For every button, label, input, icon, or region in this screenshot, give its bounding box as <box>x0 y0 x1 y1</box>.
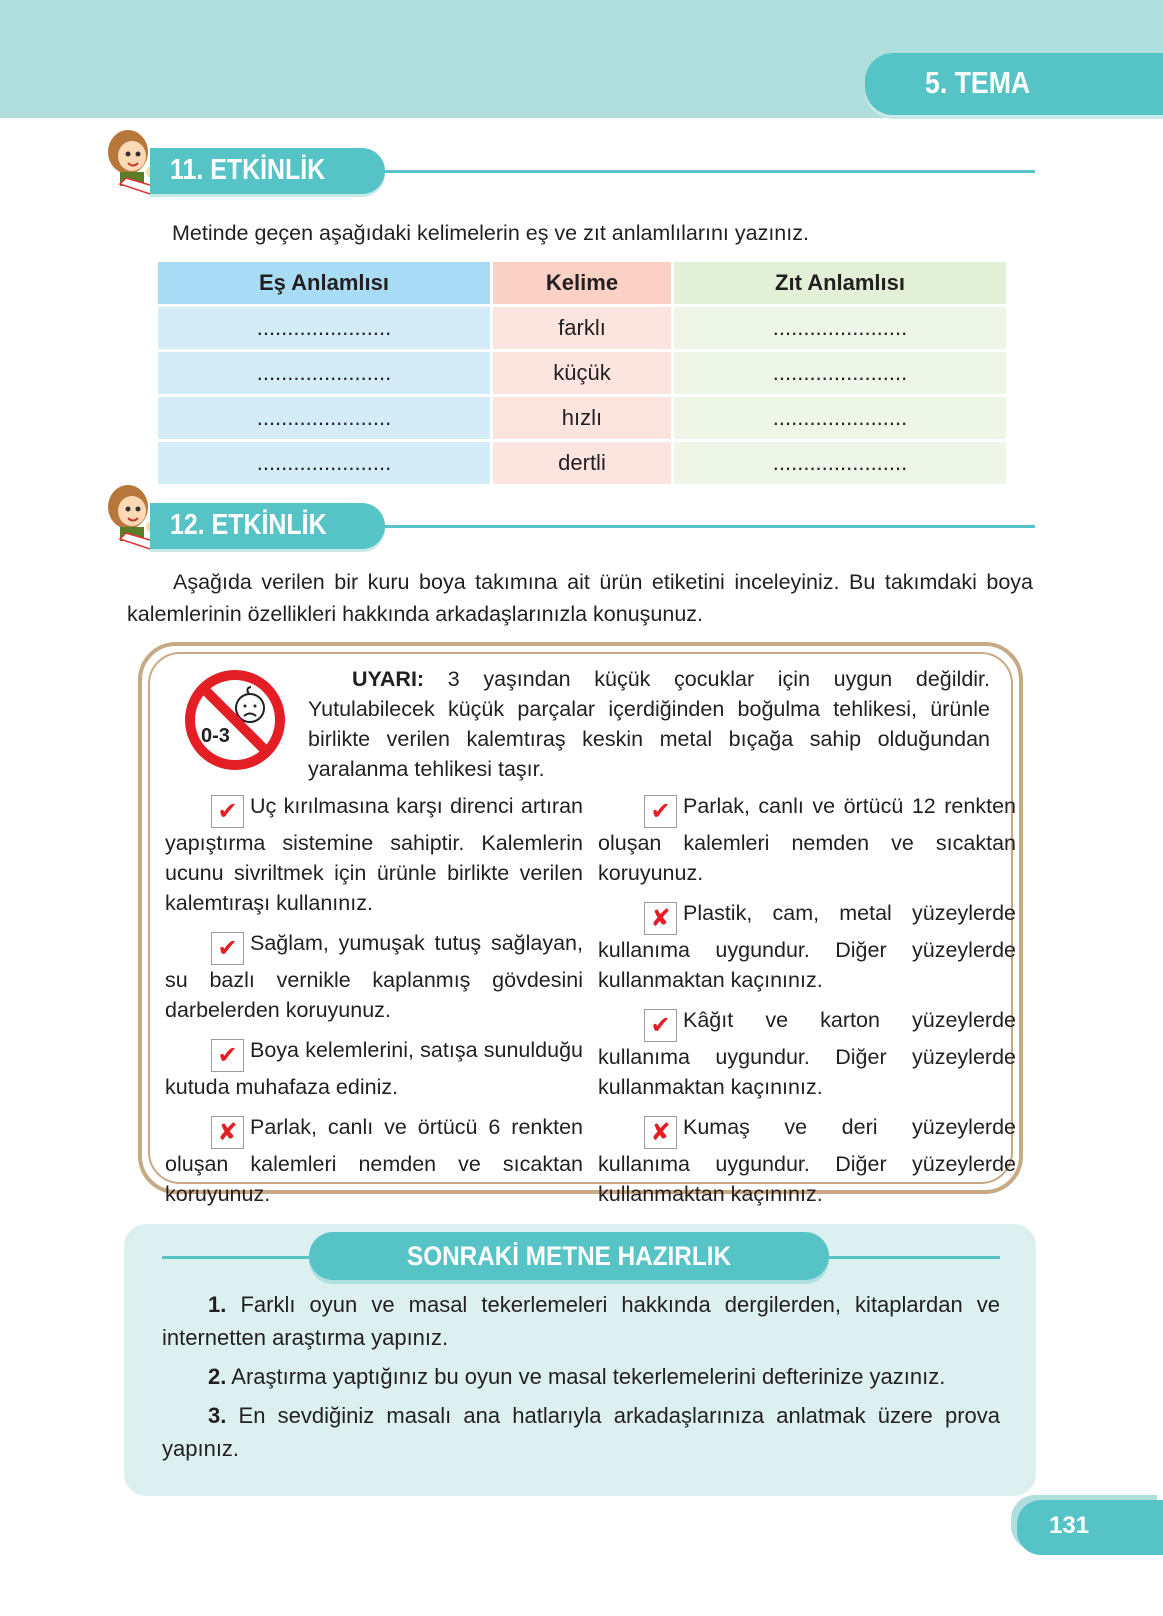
activity-12-rule <box>382 525 1035 528</box>
activity-12-title: 12. ETKİNLİK <box>170 509 327 541</box>
label-right-column <box>598 791 1016 1219</box>
preparation-rule-right <box>824 1256 1000 1259</box>
activity-11-instruction: Metinde geçen aşağıdaki kelimelerin eş ve zıt anlamlılarını yazınız. <box>172 221 809 245</box>
preparation-rule-left <box>162 1256 312 1259</box>
page-number: 131 <box>1049 1512 1090 1539</box>
header-antonym: Zıt Anlamlısı <box>674 262 1006 304</box>
preparation-title-pill <box>309 1232 829 1280</box>
activity-12-header <box>100 495 1040 555</box>
antonym-blank[interactable]: ...................... <box>674 442 1006 484</box>
synonym-blank[interactable]: ...................... <box>158 307 490 349</box>
preparation-item: 3. En sevdiğiniz masalı ana hatlarıyla arkadaşlarınıza anlatmak üzere prova yapınız. <box>162 1403 1000 1461</box>
warning-title: UYARI: <box>352 667 425 691</box>
table-row <box>158 352 1006 394</box>
no-under-3-sign-icon <box>183 668 287 772</box>
check-icon: ✔ <box>211 932 244 965</box>
word-cell: dertli <box>493 442 671 484</box>
activity-11-title-pill <box>150 148 385 194</box>
label-item: ✔ Kâğıt ve karton yüzeylerde kullanıma uygundur. Diğer yüzeylerde kullanmaktan kaçınınız. <box>598 1008 1016 1099</box>
table-header-row <box>158 262 1006 304</box>
cross-icon: ✘ <box>211 1116 244 1149</box>
label-item: ✘ Plastik, cam, metal yüzeylerde kullanıma uygundur. Diğer yüzeylerde kullanmaktan kaçınınız. <box>598 901 1016 992</box>
next-text-preparation-box <box>124 1224 1036 1496</box>
cross-icon: ✘ <box>644 902 677 935</box>
word-cell: küçük <box>493 352 671 394</box>
table-row <box>158 307 1006 349</box>
table-row <box>158 442 1006 484</box>
preparation-item: 2. Araştırma yaptığınız bu oyun ve masal tekerlemelerini defterinize yazınız. <box>208 1364 946 1389</box>
label-item: ✔ Boya kelemlerini, satışa sunulduğu kutuda muhafaza ediniz. <box>165 1038 583 1099</box>
antonym-blank[interactable]: ...................... <box>674 352 1006 394</box>
preparation-item: 1. Farklı oyun ve masal tekerlemeleri hakkında dergilerden, kitaplardan ve internetten araştırma yapınız. <box>162 1292 1000 1350</box>
check-icon: ✔ <box>644 795 677 828</box>
antonym-blank[interactable]: ...................... <box>674 307 1006 349</box>
check-icon: ✔ <box>211 1039 244 1072</box>
label-item: ✔ Sağlam, yumuşak tutuş sağlayan, su bazlı vernikle kaplanmış gövdesini darbelerden koruyunuz. <box>165 931 583 1022</box>
synonym-blank[interactable]: ...................... <box>158 397 490 439</box>
warning-body: 3 yaşından küçük çocuklar için uygun değildir. Yutulabilecek küçük parçalar içerdiğinden boğulma tehlikesi, ürünle birlikte verilen kalemtıraş keskin metal bıçağa sahip olduğundan yaralanma tehlikesi taşır. <box>308 667 990 781</box>
label-left-column <box>165 791 583 1219</box>
theme-label: 5. TEMA <box>925 65 1031 100</box>
label-item: ✔ Parlak, canlı ve örtücü 12 renkten oluşan kalemleri nemden ve sıcaktan koruyunuz. <box>598 794 1016 885</box>
activity-11-rule <box>382 170 1035 173</box>
label-item: ✘ Parlak, canlı ve örtücü 6 renkten oluşan kalemleri nemden ve sıcaktan koruyunuz. <box>165 1115 583 1206</box>
activity-12-instruction: Aşağıda verilen bir kuru boya takımına ait ürün etiketini inceleyiniz. Bu takımdaki boya kalemlerinin özellikleri hakkında arkadaşlarınızla konuşunuz. <box>127 570 1033 626</box>
activity-12-title-pill <box>150 503 385 549</box>
check-icon: ✔ <box>211 795 244 828</box>
preparation-title: SONRAKİ METNE HAZIRLIK <box>407 1241 731 1271</box>
cross-icon: ✘ <box>644 1116 677 1149</box>
header-synonym: Eş Anlamlısı <box>158 262 490 304</box>
check-icon: ✔ <box>644 1009 677 1042</box>
synonym-blank[interactable]: ...................... <box>158 352 490 394</box>
activity-11-header <box>100 140 1040 200</box>
antonym-blank[interactable]: ...................... <box>674 397 1006 439</box>
svg-text:0-3: 0-3 <box>201 725 230 747</box>
word-cell: hızlı <box>493 397 671 439</box>
table-row <box>158 397 1006 439</box>
activity-11-title: 11. ETKİNLİK <box>170 154 326 186</box>
word-cell: farklı <box>493 307 671 349</box>
synonym-blank[interactable]: ...................... <box>158 442 490 484</box>
label-item: ✔ Uç kırılmasına karşı direnci artıran yapıştırma sistemine sahiptir. Kalemlerin ucunu sivriltmek için ürünle birlikte verilen kalemtıraşı kullanınız. <box>165 794 583 915</box>
preparation-list <box>162 1288 1000 1471</box>
label-item: ✘ Kumaş ve deri yüzeylerde kullanıma uygundur. Diğer yüzeylerde kullanmaktan kaçınınız. <box>598 1115 1016 1206</box>
theme-tab <box>865 53 1163 115</box>
page-number-tab <box>1017 1500 1163 1555</box>
synonym-antonym-table <box>155 259 1009 487</box>
warning-text <box>308 664 990 784</box>
header-word: Kelime <box>493 262 671 304</box>
